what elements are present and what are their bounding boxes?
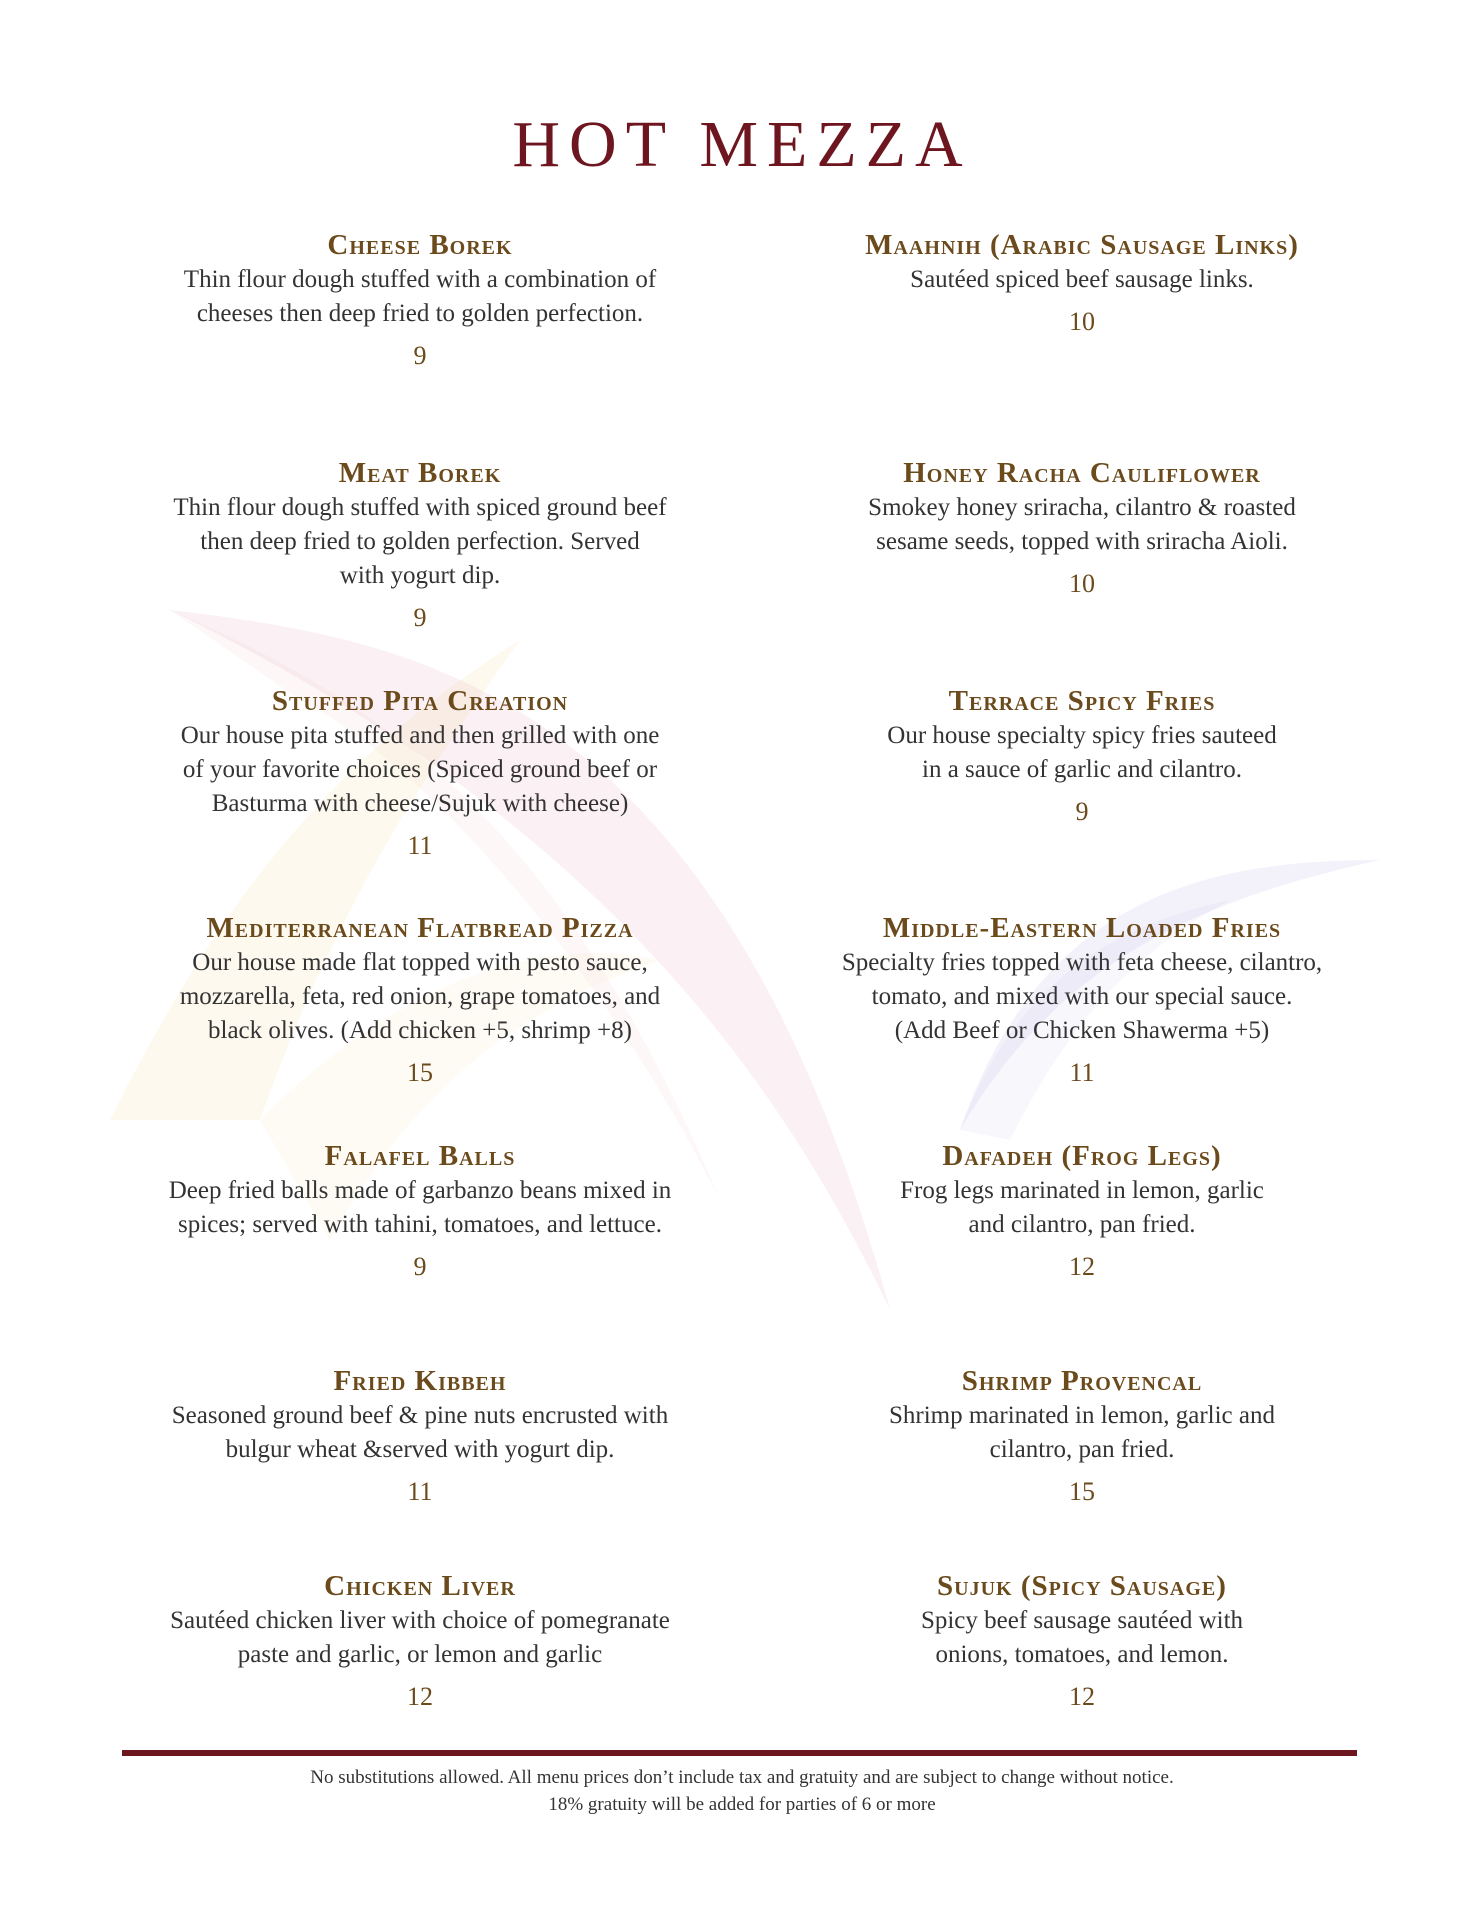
menu-item	[110, 911, 730, 1088]
description-line: Seasoned ground beef & pine nuts encrusted with	[171, 1402, 669, 1429]
item-description	[110, 719, 730, 821]
description-line: of your favorite choices (Spiced ground beef or	[182, 756, 658, 783]
menu-item	[772, 228, 1392, 337]
item-description	[772, 263, 1392, 297]
menu-item	[110, 1569, 730, 1712]
description-line: Thin flour dough stuffed with spiced ground beef	[173, 494, 667, 521]
description-line: Basturma with cheese/Sujuk with cheese)	[211, 790, 629, 817]
item-price: 11	[407, 1477, 433, 1506]
item-name: Fried Kibbeh	[333, 1365, 507, 1397]
menu-item	[772, 1569, 1392, 1712]
description-line: Our house pita stuffed and then grilled with one	[180, 722, 660, 749]
description-line: and cilantro, pan fried.	[968, 1211, 1196, 1238]
description-line: with yogurt dip.	[339, 562, 501, 589]
item-price: 15	[1069, 1477, 1095, 1506]
menu-item	[110, 228, 730, 371]
item-name: Falafel Balls	[324, 1140, 516, 1172]
description-line: spices; served with tahini, tomatoes, and lettuce.	[178, 1211, 662, 1238]
item-name: Mediterranean Flatbread Pizza	[206, 912, 634, 944]
description-line: black olives. (Add chicken +5, shrimp +8)	[208, 1017, 632, 1044]
item-name: Honey Racha Cauliflower	[903, 457, 1261, 489]
item-price: 9	[1075, 797, 1089, 826]
item-description	[772, 946, 1392, 1048]
description-line: Spicy beef sausage sautéed with	[920, 1607, 1244, 1634]
item-price: 15	[407, 1058, 433, 1087]
description-line: Sautéed chicken liver with choice of pomegranate	[170, 1607, 670, 1634]
item-description	[772, 719, 1392, 787]
item-price: 9	[413, 1252, 427, 1281]
description-line: cheeses then deep fried to golden perfection.	[196, 300, 644, 327]
description-line: Smokey honey sriracha, cilantro & roasted	[868, 494, 1296, 521]
menu-item	[110, 684, 730, 861]
item-description	[110, 946, 730, 1048]
item-description	[110, 1399, 730, 1467]
item-price: 11	[1069, 1058, 1095, 1087]
item-name: Maahnih (Arabic Sausage Links)	[865, 229, 1299, 261]
footer-divider	[122, 1750, 1357, 1756]
item-description	[110, 491, 730, 593]
description-line: Frog legs marinated in lemon, garlic	[900, 1177, 1264, 1204]
menu-item	[772, 684, 1392, 827]
description-line: Sautéed spiced beef sausage links.	[910, 266, 1254, 293]
description-line: (Add Beef or Chicken Shawerma +5)	[894, 1017, 1270, 1044]
item-description	[110, 263, 730, 331]
item-description	[772, 491, 1392, 559]
description-line: cilantro, pan fried.	[989, 1436, 1175, 1463]
menu-item	[772, 1139, 1392, 1282]
item-price: 12	[1069, 1682, 1095, 1711]
item-price: 9	[413, 341, 427, 370]
menu-item	[110, 456, 730, 633]
item-name: Middle-Eastern Loaded Fries	[882, 912, 1282, 944]
description-line: tomato, and mixed with our special sauce.	[871, 983, 1293, 1010]
item-name: Stuffed Pita Creation	[271, 685, 569, 717]
menu-item	[110, 1364, 730, 1507]
item-description	[772, 1399, 1392, 1467]
description-line: paste and garlic, or lemon and garlic	[237, 1641, 603, 1668]
item-description	[772, 1174, 1392, 1242]
description-line: then deep fried to golden perfection. Served	[200, 528, 640, 555]
description-line: Thin flour dough stuffed with a combination of	[183, 266, 657, 293]
item-name: Terrace Spicy Fries	[948, 685, 1216, 717]
item-name: Shrimp Provencal	[961, 1365, 1203, 1397]
item-price: 12	[407, 1682, 433, 1711]
page-title: HOT MEZZA	[512, 108, 972, 181]
footer-line: No substitutions allowed. All menu prices don’t include tax and gratuity and are subject to change without notice.	[310, 1767, 1174, 1788]
item-description	[110, 1604, 730, 1672]
description-line: mozzarella, feta, red onion, grape tomatoes, and	[179, 983, 661, 1010]
item-price: 11	[407, 831, 433, 860]
item-description	[110, 1174, 730, 1242]
description-line: sesame seeds, topped with sriracha Aioli.	[876, 528, 1288, 555]
item-price: 12	[1069, 1252, 1095, 1281]
menu-item	[772, 911, 1392, 1088]
menu-item	[772, 456, 1392, 599]
item-price: 10	[1069, 569, 1095, 598]
item-name: Sujuk (Spicy Sausage)	[937, 1570, 1227, 1602]
item-price: 10	[1069, 307, 1095, 336]
description-line: Our house specialty spicy fries sauteed	[887, 722, 1277, 749]
item-name: Cheese Borek	[327, 229, 513, 261]
description-line: onions, tomatoes, and lemon.	[935, 1641, 1229, 1668]
description-line: Shrimp marinated in lemon, garlic and	[888, 1402, 1275, 1429]
description-line: in a sauce of garlic and cilantro.	[922, 756, 1242, 783]
footer-note	[0, 1764, 1484, 1818]
description-line: Specialty fries topped with feta cheese, cilantro,	[841, 949, 1323, 976]
item-price: 9	[413, 603, 427, 632]
description-line: bulgur wheat &served with yogurt dip.	[225, 1436, 615, 1463]
footer-line: 18% gratuity will be added for parties of 6 or more	[548, 1794, 936, 1815]
item-name: Dafadeh (Frog Legs)	[942, 1140, 1222, 1172]
item-name: Chicken Liver	[324, 1570, 516, 1602]
item-name: Meat Borek	[338, 457, 502, 489]
item-description	[772, 1604, 1392, 1672]
menu-item	[110, 1139, 730, 1282]
menu-item	[772, 1364, 1392, 1507]
description-line: Our house made flat topped with pesto sauce,	[192, 949, 648, 976]
description-line: Deep fried balls made of garbanzo beans mixed in	[168, 1177, 672, 1204]
